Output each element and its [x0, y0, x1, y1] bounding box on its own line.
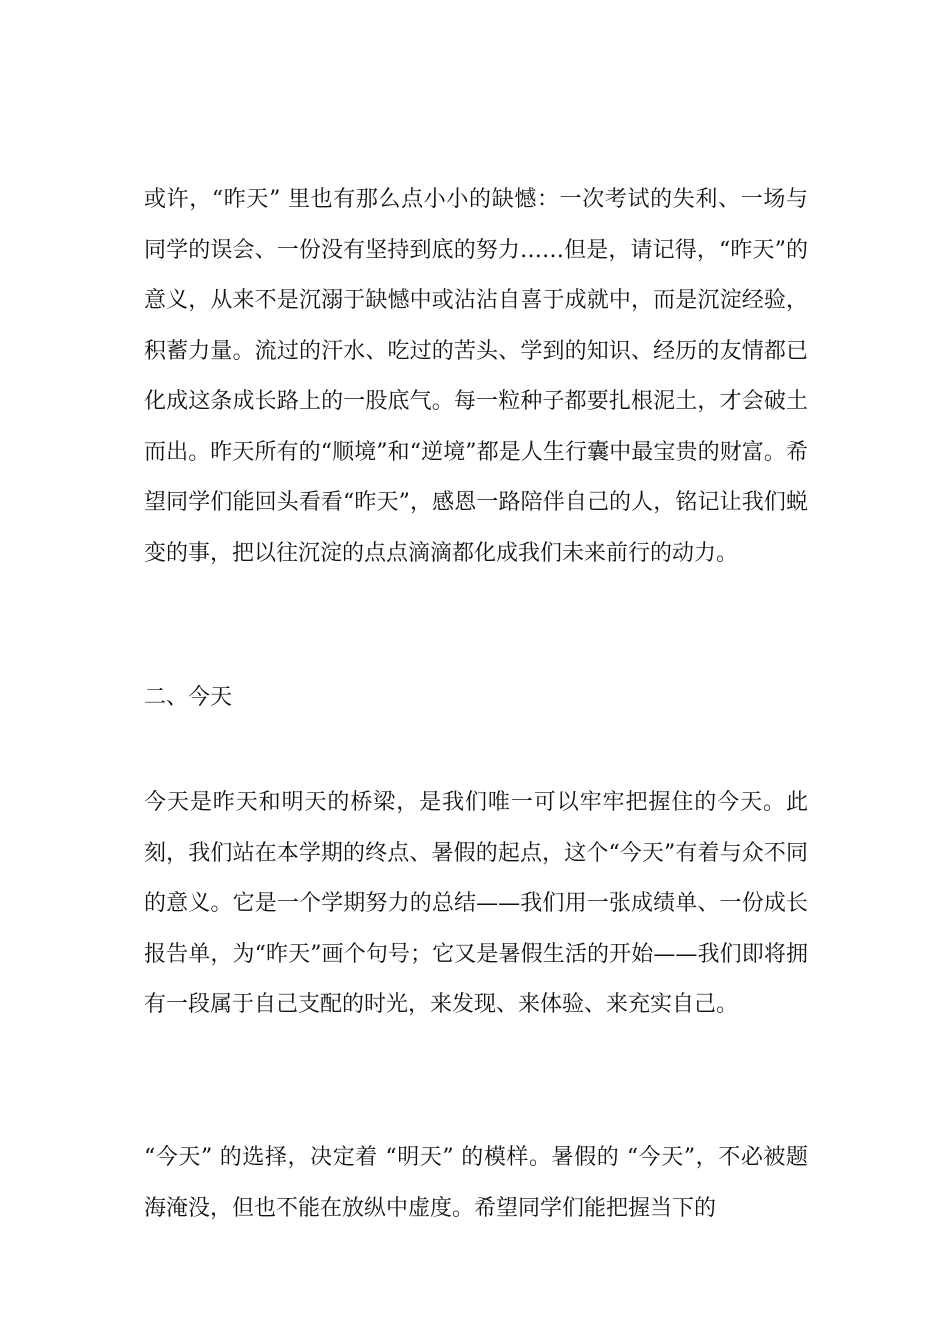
paragraph-choice: “今天” 的选择，决定着 “明天” 的模样。暑假的 “今天”，不必被题海淹没，但也不能在放纵中虚度。希望同学们能把握当下的 — [144, 1145, 808, 1221]
paragraph-yesterday: 或许，“昨天” 里也有那么点小小的缺憾：一次考试的失利、一场与同学的误会、一份没有坚持到底的努力……但是，请记得，“昨天”的意义，从来不是沉溺于缺憾中或沾沾自喜于成就中，而是沉淀经验，积蓄力量。流过的汗水、吃过的苦头、学到的知识、经历的友情都已化成这条成长路上的一股底气。每一粒种子都要扎根泥土，才会破土而出。昨天所有的“顺境”和“逆境”都是人生行囊中最宝贵的财富。希望同学们能回头看看“昨天”，感恩一路陪伴自己的人，铭记让我们蜕变的事，把以往沉淀的点点滴滴都化成我们未来前行的动力。 — [144, 187, 808, 566]
section-heading-today: 二、今天 — [144, 685, 233, 710]
paragraph-today: 今天是昨天和明天的桥梁，是我们唯一可以牢牢把握住的今天。此刻，我们站在本学期的终点、暑假的起点，这个“今天”有着与众不同的意义。它是一个学期努力的总结——我们用一张成绩单、一份成长报告单，为“昨天”画个句号；它又是暑假生活的开始——我们即将拥有一段属于自己支配的时光，来发现、来体验、来充实自己。 — [144, 790, 808, 1017]
